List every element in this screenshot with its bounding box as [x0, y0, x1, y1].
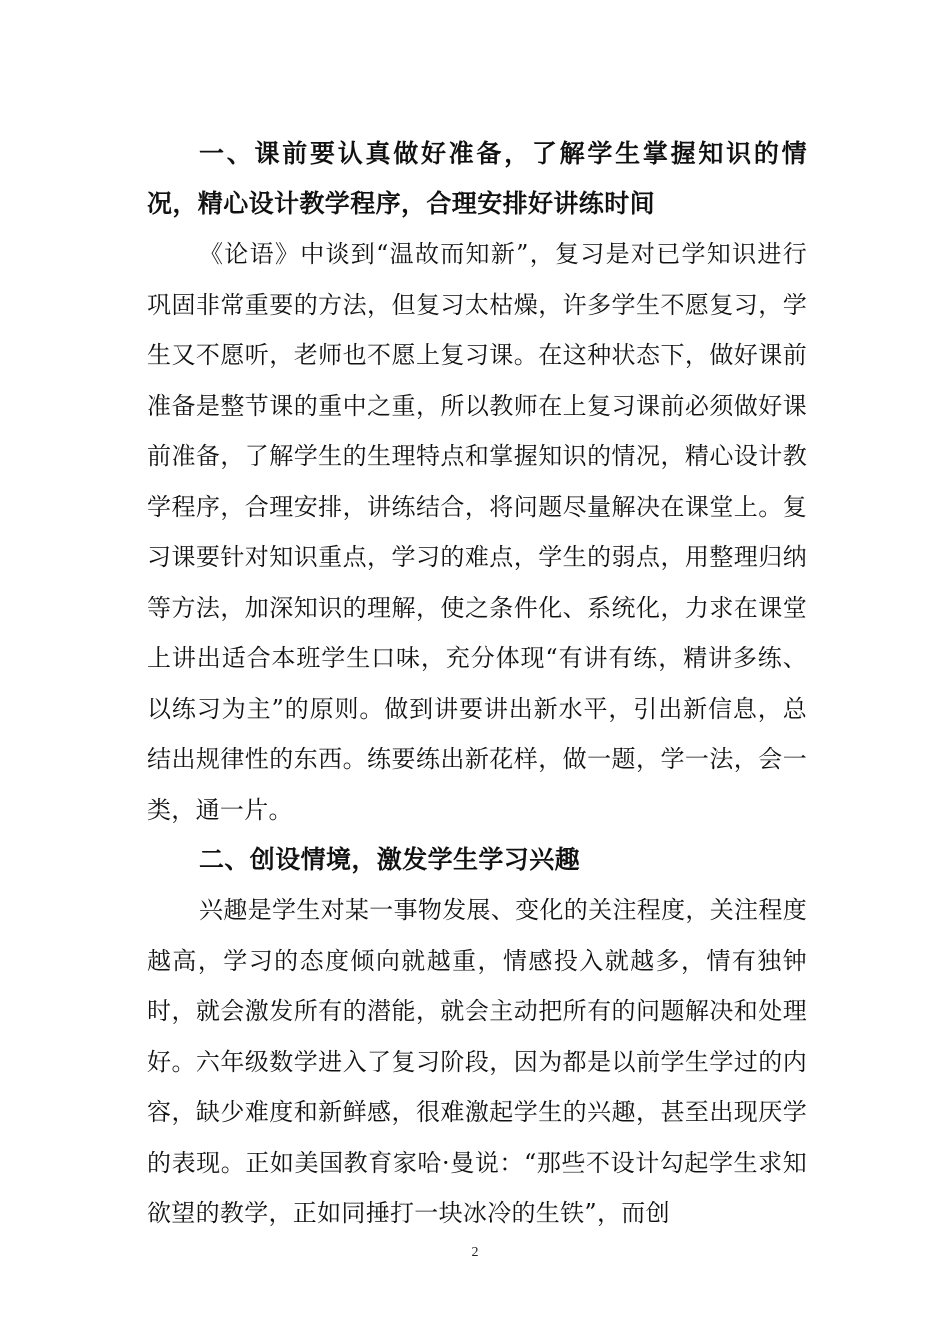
section-paragraph-2: 兴趣是学生对某一事物发展、变化的关注程度，关注程度越高，学习的态度倾向就越重，情感投入就越多，情有独钟时，就会激发所有的潜能，就会主动把所有的问题解决和处理好。六年级数学进入了复习阶段，因为都是以前学生学过的内容，缺少难度和新鲜感，很难激起学生的兴趣，甚至出现厌学的表现。正如美国教育家哈·曼说：“那些不设计勾起学生求知欲望的教学，正如同捶打一块冰冷的生铁”，而创 [147, 896, 807, 1227]
document-body [147, 129, 807, 1239]
section-paragraph-1: 《论语》中谈到“温故而知新”，复习是对已学知识进行巩固非常重要的方法，但复习太枯燥，许多学生不愿复习，学生又不愿听，老师也不愿上复习课。在这种状态下，做好课前准备是整节课的重中之重，所以教师在上复习课前必须做好课前准备，了解学生的生理特点和掌握知识的情况，精心设计教学程序，合理安排，讲练结合，将问题尽量解决在课堂上。复习课要针对知识重点，学习的难点，学生的弱点，用整理归纳等方法，加深知识的理解，使之条件化、系统化，力求在课堂上讲出适合本班学生口味，充分体现“有讲有练，精讲多练、以练习为主”的原则。做到讲要讲出新水平，引出新信息，总结出规律性的东西。练要练出新花样，做一题，学一法，会一类，通一片。 [147, 240, 807, 824]
section-heading-1: 一、课前要认真做好准备，了解学生掌握知识的情况，精心设计教学程序，合理安排好讲练时间 [147, 139, 807, 218]
section-heading-2: 二、创设情境，激发学生学习兴趣 [199, 845, 581, 874]
page-number: 2 [471, 1245, 479, 1260]
